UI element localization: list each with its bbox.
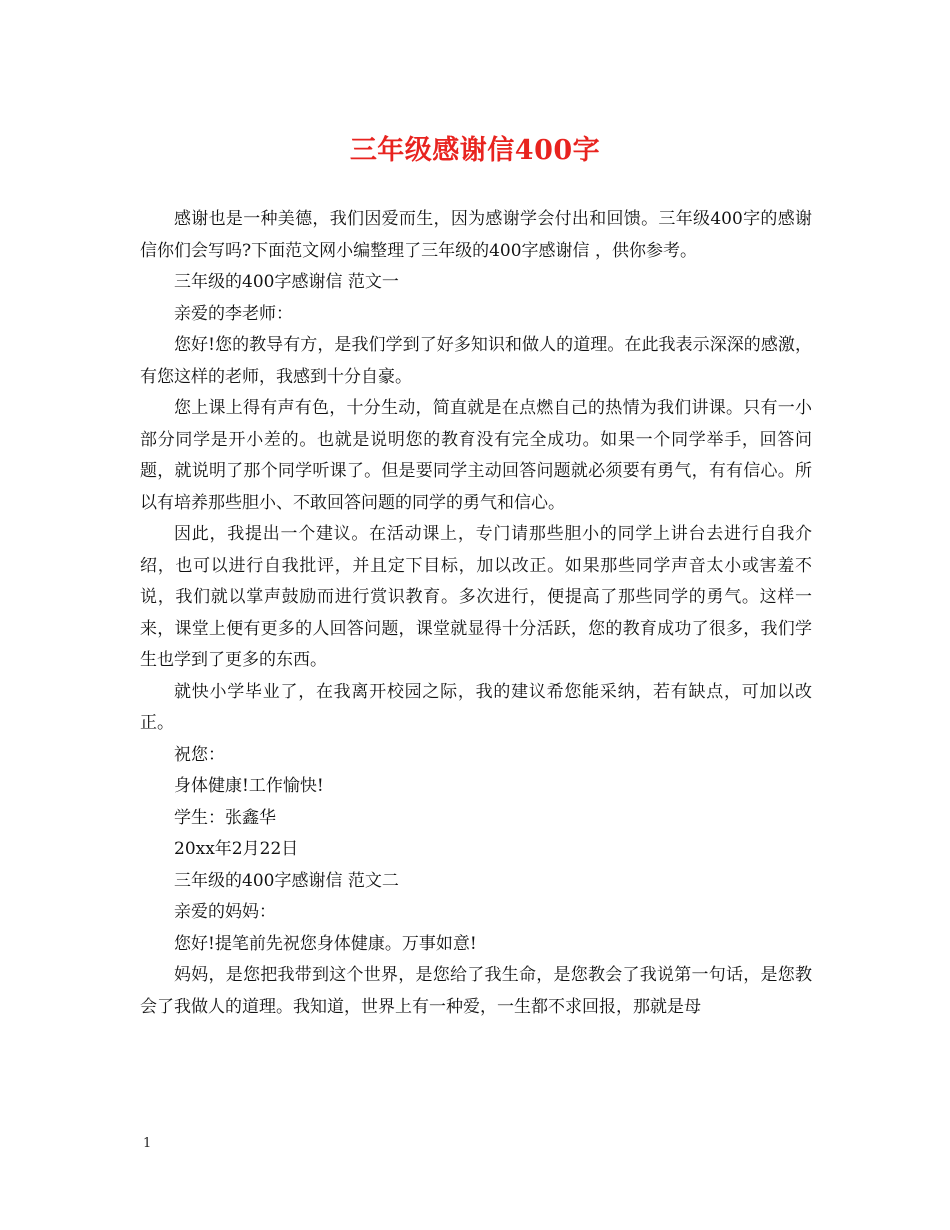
paragraph: 妈妈，是您把我带到这个世界，是您给了我生命，是您教会了我说第一句话，是您教会了我做人的道理。我知道，世界上有一种爱，一生都不求回报，那就是母 xyxy=(140,965,812,1017)
closing-wish: 祝您： xyxy=(174,744,225,765)
salutation-teacher: 亲爱的李老师： xyxy=(174,303,293,324)
salutation-mother: 亲爱的妈妈： xyxy=(174,902,276,922)
section-heading-2: 三年级的400字感谢信 范文二 xyxy=(174,870,399,891)
paragraph: 您上课上得有声有色，十分生动，简直就是在点燃自己的热情为我们讲课。只有一小部分同学是开小差的。也就是说明您的教育没有完全成功。如果一个同学举手，回答问题，就说明了那个同学听课了。但是要同学主动回答问题就必须要有勇气，有有信心。所以有培养那些胆小、不敢回答问题的同学的勇气和信心。 xyxy=(140,398,812,513)
paragraph: 因此，我提出一个建议。在活动课上，专门请那些胆小的同学上讲台去进行自我介绍，也可以进行自我批评，并且定下目标，加以改正。如果那些同学声音太小或害羞不说，我们就以掌声鼓励而进行赏识教育。多次进行，便提高了那些同学的勇气。这样一来，课堂上便有更多的人回答问题，课堂就显得十分活跃，您的教育成功了很多，我们学生也学到了更多的东西。 xyxy=(140,524,812,670)
closing-blessing: 身体健康!工作愉快! xyxy=(174,776,324,796)
paragraph: 您好!您的教导有方，是我们学到了好多知识和做人的道理。在此我表示深深的感激，有您这样的老师，我感到十分自豪。 xyxy=(140,335,812,387)
page-number: 1 xyxy=(143,1136,152,1151)
section-heading-1: 三年级的400字感谢信 范文一 xyxy=(174,272,399,292)
paragraph: 您好!提笔前先祝您身体健康。万事如意! xyxy=(174,933,477,954)
paragraph-intro: 感谢也是一种美德，我们因爱而生，因为感谢学会付出和回馈。三年级400字的感谢信你们会写吗?下面范文网小编整理了三年级的400字感谢信 ，供你参考。 xyxy=(140,209,812,261)
document-title: 三年级感谢信400字 xyxy=(349,135,601,166)
paragraph: 就快小学毕业了，在我离开校园之际，我的建议希您能采纳，若有缺点，可加以改正。 xyxy=(140,681,812,733)
document-body xyxy=(140,204,812,1023)
signature: 学生：张鑫华 xyxy=(174,807,276,828)
date: 20xx年2月22日 xyxy=(174,839,299,859)
